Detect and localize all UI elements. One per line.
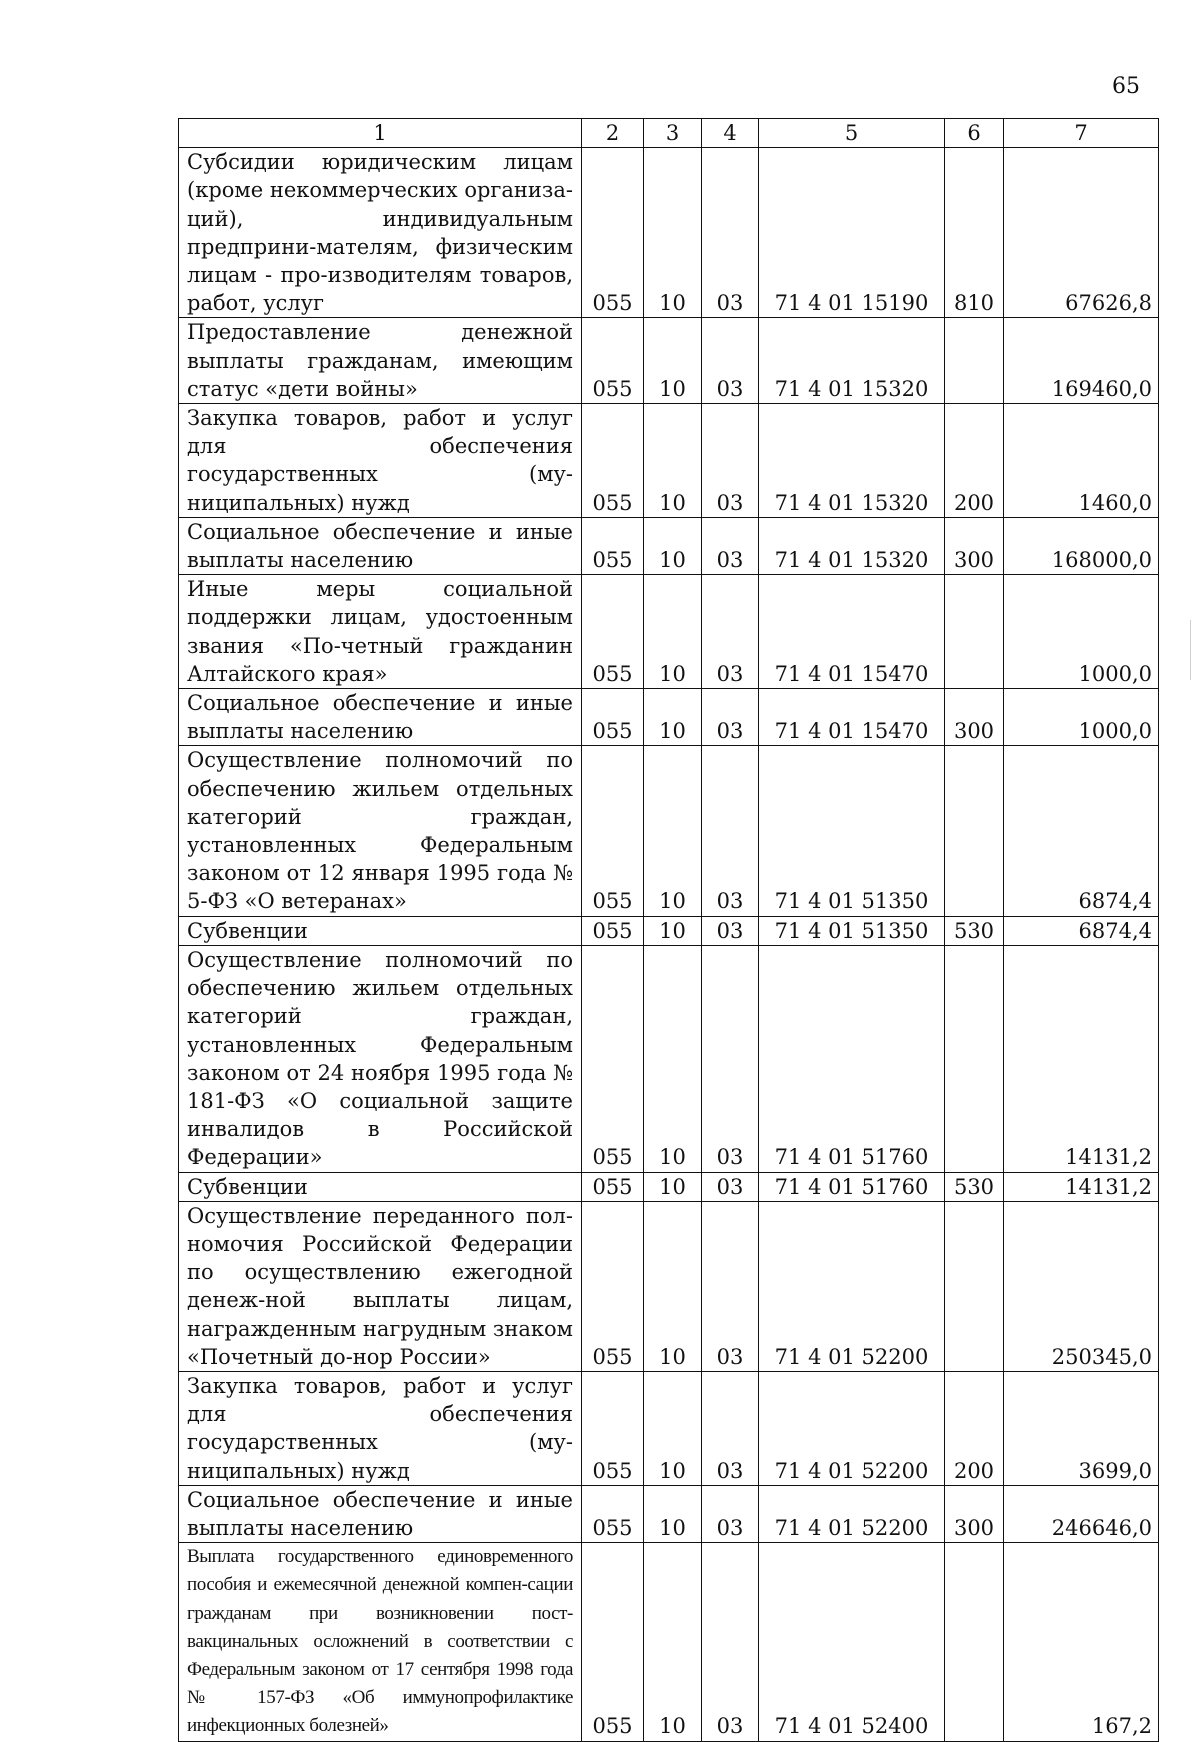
description-cell: Социальное обеспечение и иные выплаты населению [179,517,582,574]
target-article-cell: 71 4 01 51350 [759,746,945,916]
amount-cell: 250345,0 [1004,1201,1159,1371]
table-row [179,945,1159,1172]
section-cell: 10 [644,1172,702,1201]
expense-type-cell [945,575,1004,689]
target-article-cell: 71 4 01 51760 [759,945,945,1172]
description-cell: Предоставление денежной выплаты гражданам, имеющим статус «дети войны» [179,318,582,404]
expense-type-cell [945,1201,1004,1371]
header-col-5: 5 [759,119,945,148]
table-row [179,1485,1159,1542]
amount-cell: 14131,2 [1004,1172,1159,1201]
target-article-cell: 71 4 01 51760 [759,1172,945,1201]
code-ministry-cell: 055 [582,404,644,518]
code-ministry-cell: 055 [582,1172,644,1201]
expense-type-cell: 810 [945,148,1004,318]
table-row [179,1543,1159,1741]
expense-type-cell: 530 [945,1172,1004,1201]
target-article-cell: 71 4 01 15320 [759,318,945,404]
subsection-cell: 03 [702,945,759,1172]
target-article-cell: 71 4 01 15470 [759,689,945,746]
section-cell: 10 [644,1371,702,1485]
section-cell: 10 [644,1543,702,1741]
description-cell: Закупка товаров, работ и услуг для обеспечения государственных (му-ниципальных) нужд [179,404,582,518]
header-col-4: 4 [702,119,759,148]
expense-type-cell: 300 [945,1485,1004,1542]
table-row [179,1371,1159,1485]
section-cell: 10 [644,746,702,916]
subsection-cell: 03 [702,318,759,404]
section-cell: 10 [644,318,702,404]
description-cell: Социальное обеспечение и иные выплаты населению [179,689,582,746]
subsection-cell: 03 [702,517,759,574]
description-cell: Осуществление полномочий по обеспечению жильем отдельных категорий граждан, установленных Федеральным законом от 24 ноября 1995 года № 181-ФЗ «О социальной защите инвалидов в Российской Федерации» [179,945,582,1172]
subsection-cell: 03 [702,148,759,318]
header-col-3: 3 [644,119,702,148]
code-ministry-cell: 055 [582,1371,644,1485]
table-row [179,1201,1159,1371]
subsection-cell: 03 [702,746,759,916]
amount-cell: 169460,0 [1004,318,1159,404]
header-col-1: 1 [179,119,582,148]
amount-cell: 168000,0 [1004,517,1159,574]
section-cell: 10 [644,575,702,689]
table-row [179,575,1159,689]
section-cell: 10 [644,404,702,518]
target-article-cell: 71 4 01 15190 [759,148,945,318]
code-ministry-cell: 055 [582,148,644,318]
description-cell: Субсидии юридическим лицам (кроме некоммерческих организа-ций), индивидуальным предприни-мателям, физическим лицам - про-изводителям товаров, работ, услуг [179,148,582,318]
amount-cell: 1460,0 [1004,404,1159,518]
table-row [179,148,1159,318]
expense-type-cell: 200 [945,404,1004,518]
description-cell: Выплата государственного единовременного пособия и ежемесячной денежной компен-сации гражданам при возникновении пост-вакцинальных осложнений в соответствии с Федеральным законом от 17 сентября 1998 года № 157-ФЗ «Об иммунопрофилактике инфекционных болезней» [179,1543,582,1741]
table-row [179,1172,1159,1201]
expense-type-cell [945,1543,1004,1741]
code-ministry-cell: 055 [582,318,644,404]
target-article-cell: 71 4 01 15320 [759,404,945,518]
amount-cell: 246646,0 [1004,1485,1159,1542]
code-ministry-cell: 055 [582,517,644,574]
expense-type-cell: 300 [945,517,1004,574]
target-article-cell: 71 4 01 15320 [759,517,945,574]
code-ministry-cell: 055 [582,916,644,945]
amount-cell: 1000,0 [1004,689,1159,746]
subsection-cell: 03 [702,916,759,945]
section-cell: 10 [644,1201,702,1371]
amount-cell: 6874,4 [1004,746,1159,916]
target-article-cell: 71 4 01 52200 [759,1485,945,1542]
section-cell: 10 [644,945,702,1172]
margin-mark [1190,620,1191,680]
code-ministry-cell: 055 [582,1201,644,1371]
table-body [179,148,1159,1741]
section-cell: 10 [644,148,702,318]
amount-cell: 67626,8 [1004,148,1159,318]
code-ministry-cell: 055 [582,689,644,746]
section-cell: 10 [644,916,702,945]
code-ministry-cell: 055 [582,945,644,1172]
expense-type-cell: 200 [945,1371,1004,1485]
expense-type-cell [945,318,1004,404]
budget-table [178,118,1159,1742]
table-row [179,404,1159,518]
section-cell: 10 [644,1485,702,1542]
table-row [179,916,1159,945]
expense-type-cell: 300 [945,689,1004,746]
subsection-cell: 03 [702,689,759,746]
subsection-cell: 03 [702,1485,759,1542]
subsection-cell: 03 [702,1543,759,1741]
subsection-cell: 03 [702,1201,759,1371]
section-cell: 10 [644,689,702,746]
header-col-7: 7 [1004,119,1159,148]
target-article-cell: 71 4 01 52200 [759,1201,945,1371]
expense-type-cell [945,746,1004,916]
header-col-6: 6 [945,119,1004,148]
header-col-2: 2 [582,119,644,148]
amount-cell: 167,2 [1004,1543,1159,1741]
description-cell: Социальное обеспечение и иные выплаты населению [179,1485,582,1542]
target-article-cell: 71 4 01 15470 [759,575,945,689]
description-cell: Иные меры социальной поддержки лицам, удостоенным звания «По-четный гражданин Алтайского края» [179,575,582,689]
amount-cell: 14131,2 [1004,945,1159,1172]
code-ministry-cell: 055 [582,1485,644,1542]
subsection-cell: 03 [702,1172,759,1201]
subsection-cell: 03 [702,1371,759,1485]
subsection-cell: 03 [702,575,759,689]
code-ministry-cell: 055 [582,1543,644,1741]
table-header-row [179,119,1159,148]
table-row [179,689,1159,746]
page-number: 65 [1112,74,1140,99]
expense-type-cell: 530 [945,916,1004,945]
description-cell: Закупка товаров, работ и услуг для обеспечения государственных (му-ниципальных) нужд [179,1371,582,1485]
target-article-cell: 71 4 01 51350 [759,916,945,945]
amount-cell: 1000,0 [1004,575,1159,689]
section-cell: 10 [644,517,702,574]
target-article-cell: 71 4 01 52200 [759,1371,945,1485]
code-ministry-cell: 055 [582,575,644,689]
code-ministry-cell: 055 [582,746,644,916]
table-row [179,318,1159,404]
table-row [179,746,1159,916]
table-row [179,517,1159,574]
description-cell: Субвенции [179,1172,582,1201]
description-cell: Осуществление переданного пол-номочия Российской Федерации по осуществлению ежегодной денеж-ной выплаты лицам, награжденным нагрудным знаком «Почетный до-нор России» [179,1201,582,1371]
expense-type-cell [945,945,1004,1172]
amount-cell: 6874,4 [1004,916,1159,945]
description-cell: Осуществление полномочий по обеспечению жильем отдельных категорий граждан, установленных Федеральным законом от 12 января 1995 года № 5-ФЗ «О ветеранах» [179,746,582,916]
target-article-cell: 71 4 01 52400 [759,1543,945,1741]
description-cell: Субвенции [179,916,582,945]
amount-cell: 3699,0 [1004,1371,1159,1485]
subsection-cell: 03 [702,404,759,518]
